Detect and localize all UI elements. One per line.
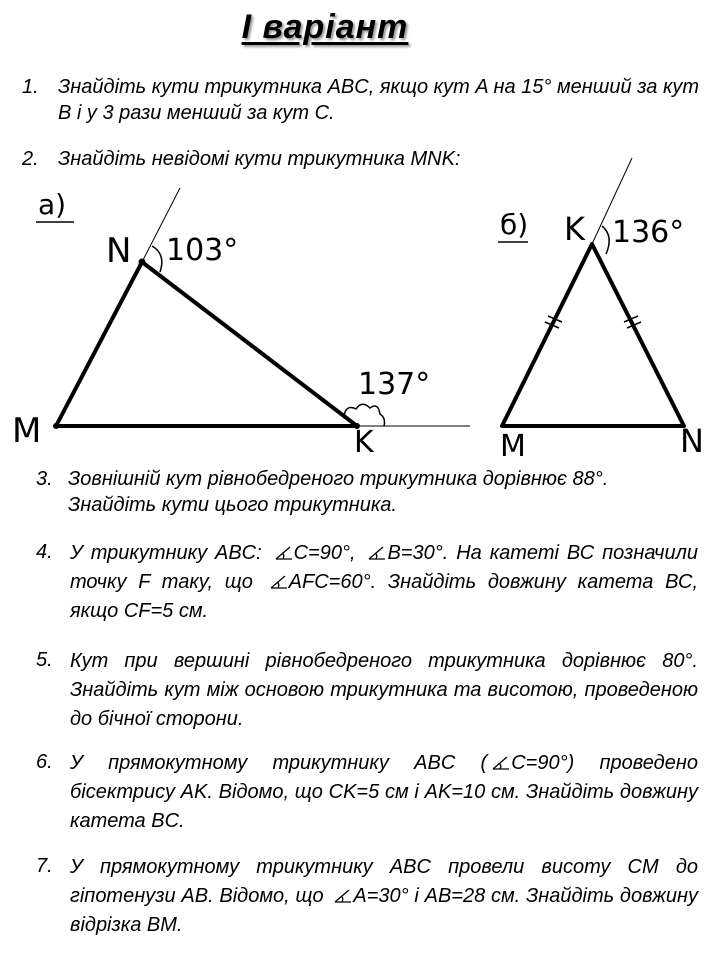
task-number: 2. <box>22 148 39 170</box>
angle-icon <box>491 755 511 771</box>
task-number: 3. <box>36 468 53 490</box>
task-number: 1. <box>22 76 39 98</box>
task-text-part: C=90°, <box>293 542 364 564</box>
task-text <box>70 749 698 836</box>
vertex-label-n: N <box>106 231 132 271</box>
task-text: Зовнішній кут рівнобедреного трикутника дорівнює 88°. Знайдіть кути цього трикутника. <box>68 468 609 516</box>
figure-a <box>0 180 480 460</box>
task-text-part: У прямокутному трикутнику ABC ( <box>70 752 488 774</box>
angle-icon <box>274 545 294 561</box>
vertex-label-m: M <box>12 411 42 451</box>
vertex-label-m: M <box>500 429 526 464</box>
triangle-mkn <box>502 244 684 426</box>
task-6 <box>36 749 698 836</box>
task-text-part: B=30°. На катеті ВС позначили точку F таку, що <box>70 542 698 593</box>
task-1 <box>22 74 702 126</box>
angle-arc-k <box>602 226 609 254</box>
task-number: 4. <box>36 541 53 563</box>
angle-arc-n <box>152 246 162 272</box>
vertex-label-k: K <box>354 425 374 460</box>
triangle-mnk <box>56 262 357 426</box>
task-7 <box>36 853 698 940</box>
page-title <box>0 8 650 47</box>
task-text-part: У прямокутному трикутнику ABC провели висоту CM до гіпотенузи AB. Відомо, що <box>70 856 698 907</box>
vertex-label-k: K <box>564 210 585 248</box>
task-number: 6. <box>36 751 53 773</box>
task-text-part: A=30° і AB=28 см. Знайдіть довжину відрізка BM. <box>70 885 698 936</box>
task-text: Кут при вершині рівнобедреного трикутника дорівнює 80°. Знайдіть кут між основою трикутника та висотою, проведеною до бічної сторони. <box>70 650 698 730</box>
angle-icon <box>367 545 387 561</box>
angle-label-n: 103° <box>166 233 239 268</box>
task-text <box>70 539 698 626</box>
angle-label-k: 136° <box>612 215 685 250</box>
point-m <box>53 423 59 429</box>
figure-label-a: а) <box>38 188 67 221</box>
variant-title: І варіант <box>241 8 409 46</box>
angle-icon <box>269 574 289 590</box>
angle-icon <box>333 888 353 904</box>
point-n <box>139 259 146 266</box>
task-text-part: AFC=60°. Знайдіть довжину катета ВС, якщо CF=5 см. <box>70 571 698 622</box>
task-text-part: У трикутнику ABC: <box>70 542 270 564</box>
task-5 <box>36 647 698 734</box>
task-3 <box>36 466 676 518</box>
task-text-part: C=90°) проведено бісектрису AK. Відомо, що CK=5 см і AK=10 см. Знайдіть довжину катета BC. <box>70 752 698 832</box>
task-number: 7. <box>36 855 53 877</box>
task-4 <box>36 539 698 626</box>
task-text: Знайдіть невідомі кути трикутника MNK: <box>58 148 461 170</box>
vertex-label-n: N <box>680 422 704 460</box>
task-text: Знайдіть кути трикутника ABC, якщо кут A на 15° менший за кут B і у 3 рази менший за кут C. <box>58 76 700 124</box>
task-number: 5. <box>36 649 53 671</box>
figure-label-b: б) <box>500 208 529 241</box>
figure-b <box>480 150 720 470</box>
task-text <box>70 853 698 940</box>
angle-label-k: 137° <box>358 367 431 402</box>
